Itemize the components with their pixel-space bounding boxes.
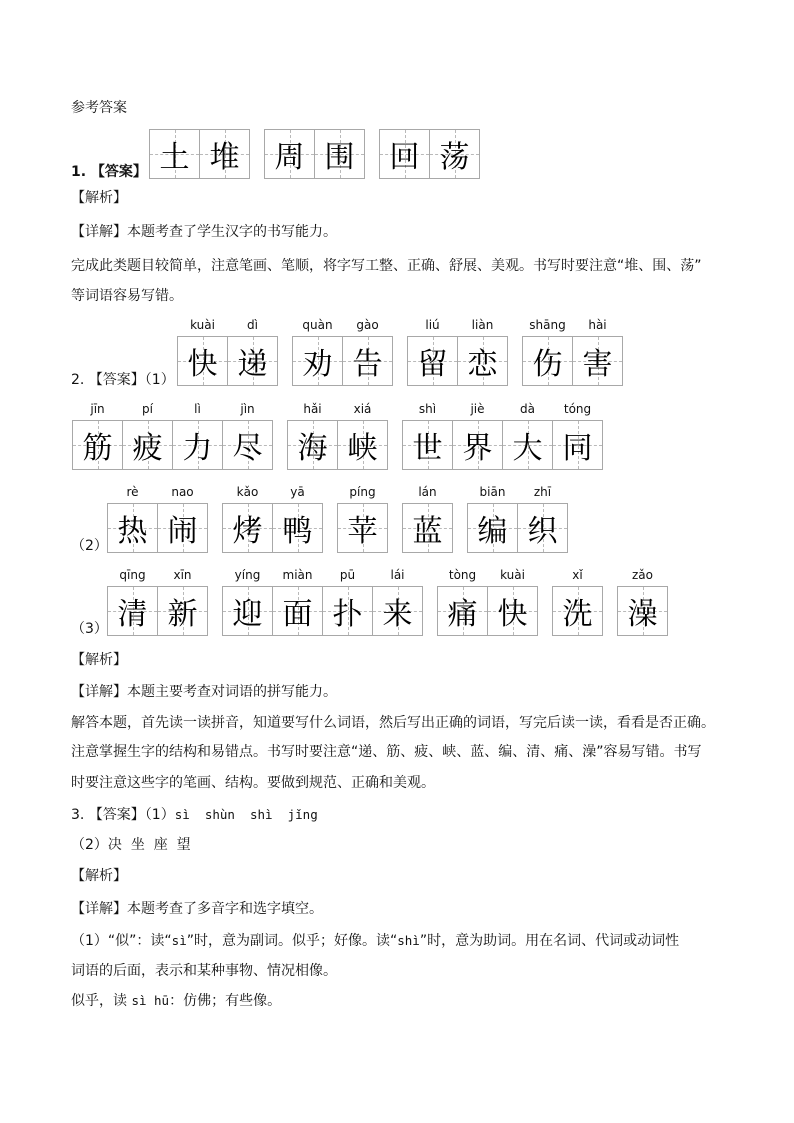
char-cell xyxy=(523,318,573,385)
char-cell xyxy=(468,485,518,552)
pinyin-label: zhī xyxy=(533,485,552,499)
explain-text: ”时，意为助词。用在名词、代词或动词性 xyxy=(419,933,680,949)
char-cell xyxy=(338,402,387,469)
pinyin-label: dì xyxy=(247,318,258,332)
char-cell xyxy=(73,402,123,469)
hanzi-char: 围 xyxy=(324,140,355,175)
hanzi-char: 力 xyxy=(182,431,213,466)
pinyin-label: yíng xyxy=(234,568,261,582)
hanzi-char: 世 xyxy=(412,431,443,466)
explain-text: 似乎，读 xyxy=(71,993,132,1009)
pinyin-label: xǐ xyxy=(572,568,583,582)
char-cell xyxy=(273,568,323,635)
hanzi-char: 来 xyxy=(382,597,413,632)
hanzi-char: 热 xyxy=(117,514,148,549)
pinyin-label: zǎo xyxy=(632,568,653,582)
char-cell xyxy=(123,402,173,469)
explain-pinyin: sì hū xyxy=(131,993,170,1008)
explain-text: ：仿佛；有些像。 xyxy=(169,993,282,1009)
pinyin-label: lán xyxy=(418,485,437,499)
char-box-group xyxy=(72,402,273,470)
char-cell xyxy=(150,130,200,178)
pinyin-label: shì xyxy=(418,402,437,416)
pinyin-label: yā xyxy=(290,485,305,499)
q3-explain-line: 词语的后面，表示和某种事物、情况相像。 xyxy=(71,963,337,979)
char-cell xyxy=(573,318,622,385)
hanzi-char: 闹 xyxy=(167,514,198,549)
hanzi-char: 留 xyxy=(417,347,448,382)
pinyin-label: kuài xyxy=(500,568,525,582)
char-box-group xyxy=(222,568,423,636)
q1-detail-label: 【详解】 xyxy=(71,224,127,240)
pinyin-label: tóng xyxy=(563,402,592,416)
pinyin-label: kuài xyxy=(190,318,215,332)
char-cell xyxy=(408,318,458,385)
q3-part1-label: （1） xyxy=(144,807,175,823)
q3-explain-line xyxy=(71,992,281,1010)
char-cell xyxy=(223,485,273,552)
char-box-group xyxy=(522,318,623,386)
hanzi-char: 新 xyxy=(167,597,198,632)
char-box-group xyxy=(402,402,603,470)
pinyin-label: biān xyxy=(479,485,506,499)
char-cell xyxy=(553,402,602,469)
pinyin-label: hài xyxy=(588,318,607,332)
hanzi-char: 荡 xyxy=(439,140,470,175)
char-cell xyxy=(228,318,277,385)
char-cell xyxy=(403,402,453,469)
char-box-group xyxy=(337,485,388,553)
char-cell xyxy=(373,568,422,635)
pinyin-label: miàn xyxy=(282,568,313,582)
char-cell xyxy=(158,568,207,635)
pinyin-label: quàn xyxy=(302,318,333,332)
pinyin-label: nao xyxy=(171,485,194,499)
char-cell xyxy=(178,318,228,385)
pinyin-label: gào xyxy=(356,318,379,332)
char-cell xyxy=(273,485,322,552)
q2-part3-label: （3） xyxy=(71,621,108,637)
pinyin-label: lái xyxy=(390,568,405,582)
hanzi-char: 面 xyxy=(282,597,313,632)
char-cell xyxy=(265,130,315,178)
q3-detail-label: 【详解】 xyxy=(71,901,127,917)
pinyin-label: jiè xyxy=(470,402,485,416)
char-box-group xyxy=(287,402,388,470)
explain-pinyin: sì xyxy=(171,933,187,948)
char-cell xyxy=(223,568,273,635)
hanzi-char: 递 xyxy=(237,347,268,382)
pinyin-label: pí xyxy=(142,402,153,416)
pinyin-label: pū xyxy=(339,568,356,582)
hanzi-char: 大 xyxy=(512,431,543,466)
q3-answer-line xyxy=(71,806,318,824)
q3-part2-label: （2） xyxy=(71,837,108,853)
explain-pinyin: shì xyxy=(397,933,420,948)
hanzi-char: 回 xyxy=(389,140,420,175)
char-cell xyxy=(323,568,373,635)
q3-part2-line xyxy=(71,836,191,854)
char-cell xyxy=(403,485,452,552)
char-box-group xyxy=(407,318,508,386)
q2-paragraph-line: 注意掌握生字的结构和易错点。书写时要注意“递、筋、疲、峡、蓝、编、清、痛、澡”容易写错。书写 xyxy=(71,744,702,760)
hanzi-char: 快 xyxy=(187,347,218,382)
char-cell xyxy=(503,402,553,469)
char-cell xyxy=(108,568,158,635)
char-cell xyxy=(223,402,272,469)
pinyin-label: rè xyxy=(126,485,139,499)
hanzi-char: 劝 xyxy=(302,347,333,382)
q2-detail-text: 本题主要考查对词语的拼写能力。 xyxy=(127,684,337,700)
char-cell xyxy=(315,130,364,178)
hanzi-char: 尽 xyxy=(232,431,263,466)
q1-paragraph-line: 等词语容易写错。 xyxy=(71,288,183,304)
pinyin-label: tòng xyxy=(448,568,477,582)
pinyin-label: liàn xyxy=(471,318,494,332)
hanzi-char: 迎 xyxy=(232,597,263,632)
pinyin-label: xiá xyxy=(353,402,372,416)
q2-paragraph-line: 时要注意这些字的笔画、结构。要做到规范、正确和美观。 xyxy=(71,775,435,791)
pinyin-label: dà xyxy=(520,402,535,416)
hanzi-char: 洗 xyxy=(562,597,593,632)
char-box-group xyxy=(222,485,323,553)
q2-detail-line xyxy=(71,683,337,701)
explain-text: ”时，意为副词。似乎；好像。读“ xyxy=(186,933,398,949)
hanzi-char: 苹 xyxy=(347,514,378,549)
char-cell xyxy=(293,318,343,385)
char-cell xyxy=(518,485,567,552)
q2-part3-grid xyxy=(107,568,668,636)
char-cell xyxy=(343,318,392,385)
q3-detail-line xyxy=(71,900,323,918)
q3-part1-pinyin: sì shùn shì jǐng xyxy=(174,807,318,822)
q2-analysis-label: 【解析】 xyxy=(71,652,127,668)
q1-detail-line xyxy=(71,223,337,241)
char-cell xyxy=(158,485,207,552)
char-cell xyxy=(430,130,479,178)
char-box-group xyxy=(379,129,480,179)
q3-answer-label: 3. 【答案】 xyxy=(71,807,145,823)
pinyin-label: jìn xyxy=(240,402,255,416)
q2-part1-row1-grid xyxy=(177,318,623,386)
pinyin-label: kǎo xyxy=(236,485,259,499)
hanzi-char: 筋 xyxy=(82,431,113,466)
hanzi-char: 织 xyxy=(527,514,558,549)
hanzi-char: 告 xyxy=(352,347,383,382)
hanzi-char: 澡 xyxy=(627,597,658,632)
hanzi-char: 海 xyxy=(297,431,328,466)
q2-detail-label: 【详解】 xyxy=(71,684,127,700)
hanzi-char: 烤 xyxy=(232,514,263,549)
hanzi-char: 害 xyxy=(582,347,613,382)
hanzi-char: 界 xyxy=(462,431,493,466)
q1-paragraph-line: 完成此类题目较简单，注意笔画、笔顺，将字写工整、正确、舒展、美观。书写时要注意“堆、围、荡” xyxy=(71,258,702,274)
q3-explain-line xyxy=(71,932,679,950)
char-box-group xyxy=(149,129,250,179)
hanzi-char: 快 xyxy=(497,597,528,632)
q2-part2-label: （2） xyxy=(71,538,108,554)
char-box-group xyxy=(264,129,365,179)
q1-analysis-label: 【解析】 xyxy=(71,190,127,206)
char-box-group xyxy=(402,485,453,553)
hanzi-char: 鸭 xyxy=(282,514,313,549)
char-cell xyxy=(380,130,430,178)
char-cell xyxy=(488,568,537,635)
q2-paragraph-line: 解答本题，首先读一读拼音，知道要写什么词语，然后写出正确的词语，写完后读一读，看看是否正确。 xyxy=(71,715,715,731)
char-box-group xyxy=(107,485,208,553)
hanzi-char: 清 xyxy=(117,597,148,632)
q1-answer-label: 1. 【答案】 xyxy=(71,164,147,180)
explain-text: （1）“似”：读“ xyxy=(71,933,172,949)
q2-part1-row2-grid xyxy=(72,402,603,470)
char-box-group xyxy=(292,318,393,386)
hanzi-char: 周 xyxy=(274,140,305,175)
char-cell xyxy=(453,402,503,469)
hanzi-char: 峡 xyxy=(347,431,378,466)
hanzi-char: 伤 xyxy=(532,347,563,382)
hanzi-char: 堆 xyxy=(209,140,240,175)
char-box-group xyxy=(107,568,208,636)
q2-answer-label: 2. 【答案】（1） xyxy=(71,372,175,388)
char-box-group xyxy=(177,318,278,386)
char-cell xyxy=(438,568,488,635)
hanzi-char: 恋 xyxy=(467,347,498,382)
pinyin-label: lì xyxy=(194,402,201,416)
char-cell xyxy=(200,130,249,178)
char-cell xyxy=(553,568,602,635)
q2-part2-grid xyxy=(107,485,568,553)
q3-detail-text: 本题考查了多音字和选字填空。 xyxy=(127,901,323,917)
char-box-group xyxy=(437,568,538,636)
hanzi-char: 编 xyxy=(477,514,508,549)
char-box-group xyxy=(617,568,668,636)
char-cell xyxy=(288,402,338,469)
pinyin-label: píng xyxy=(349,485,376,499)
pinyin-label: liú xyxy=(425,318,440,332)
pinyin-label: xīn xyxy=(173,568,192,582)
hanzi-char: 同 xyxy=(562,431,593,466)
q1-detail-text: 本题考查了学生汉字的书写能力。 xyxy=(127,224,337,240)
pinyin-label: qīng xyxy=(119,568,146,582)
q1-char-grid xyxy=(149,129,480,179)
pinyin-label: hǎi xyxy=(303,402,322,416)
char-cell xyxy=(173,402,223,469)
q3-part2-answer: 决 坐 座 望 xyxy=(107,837,191,853)
hanzi-char: 痛 xyxy=(447,597,478,632)
char-box-group xyxy=(467,485,568,553)
char-cell xyxy=(338,485,387,552)
page-heading: 参考答案 xyxy=(71,100,127,116)
char-box-group xyxy=(552,568,603,636)
hanzi-char: 扑 xyxy=(332,597,363,632)
hanzi-char: 土 xyxy=(159,140,190,175)
char-cell xyxy=(108,485,158,552)
char-cell xyxy=(618,568,667,635)
char-cell xyxy=(458,318,507,385)
pinyin-label: jīn xyxy=(90,402,105,416)
hanzi-char: 蓝 xyxy=(412,514,443,549)
q3-analysis-label: 【解析】 xyxy=(71,868,127,884)
pinyin-label: shāng xyxy=(529,318,566,332)
hanzi-char: 疲 xyxy=(132,431,163,466)
